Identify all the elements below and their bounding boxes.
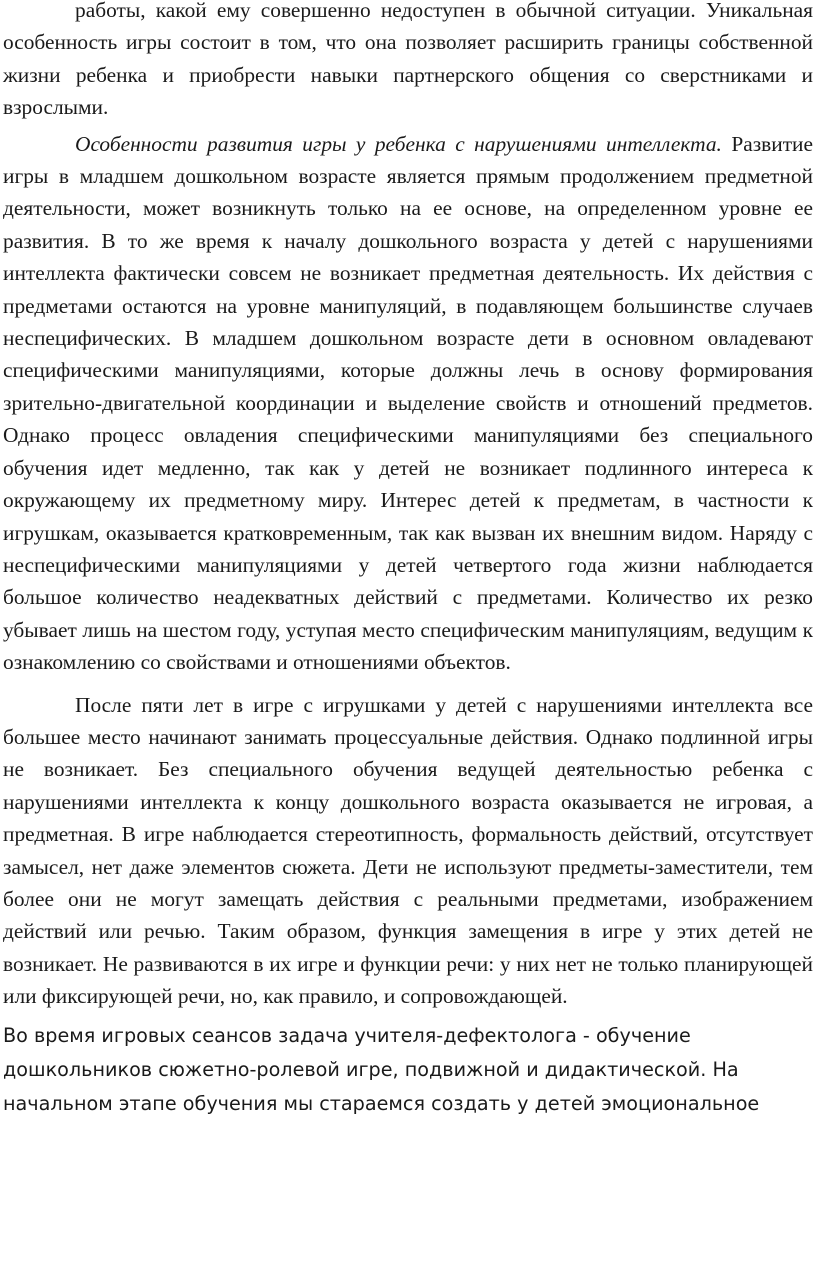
paragraph-4: Во время игровых сеансов задача учителя-дефектолога - обучение дошкольников сюжетно-ролевой игре, подвижной и дидактической. На начальном этапе обучения мы стараемся создать у детей эмоциональное	[3, 1023, 760, 1115]
section-heading: Особенности развития игры у ребенка с нарушениями интеллекта.	[75, 131, 722, 156]
paragraph-3: После пяти лет в игре с игрушками у детей с нарушениями интеллекта все большее место начинают занимать процессуальные действия. Однако подлинной игры не возникает. Без специального обучения ведущей деятельностью ребенка с нарушениями интеллекта к концу дошкольного возраста оказывается не игровая, а предметная. В игре наблюдается стереотипность, формальность действий, отсутствует замысел, нет даже элементов сюжета. Дети не используют предметы-заместители, тем более они не могут замещать действия с реальными предметами, изображением действий или речью. Таким образом, функция замещения в игре у этих детей не возникает. Не развиваются в их игре и функции речи: у них нет не только планирующей или фиксирующей речи, но, как правило, и сопровождающей.	[3, 692, 813, 1009]
paragraph-2-body: Развитие игры в младшем дошкольном возрасте является прямым продолжением предметной деятельности, может возникнуть только на ее основе, на определенном уровне ее развития. В то же время к началу дошкольного возраста у детей с нарушениями интеллекта фактически совсем не возникает предметная деятельность. Их действия с предметами остаются на уровне манипуляций, в подавляющем большинстве случаев неспецифических. В младшем дошкольном возрасте дети в основном овладевают специфическими манипуляциями, которые должны лечь в основу формирования зрительно-двигательной координации и выделение свойств и отношений предметов. Однако процесс овладения специфическими манипуляциями без специального обучения идет медленно, так как у детей не возникает подлинного интереса к окружающему их предметному миру. Интерес детей к предметам, в частности к игрушкам, оказывается кратковременным, так как вызван их внешним видом. Наряду с неспецифическими манипуляциями у детей четвертого года жизни наблюдается большое количество неадекватных действий с предметами. Количество их резко убывает лишь на шестом году, уступая место специфическим манипуляциям, ведущим к ознакомлению со свойствами и отношениями объектов.	[3, 131, 813, 675]
paragraph-2	[3, 128, 813, 679]
paragraph-1: работы, какой ему совершенно недоступен в обычной ситуации. Уникальная особенность игры состоит в том, что она позволяет расширить границы собственной жизни ребенка и приобрести навыки партнерского общения со сверстниками и взрослыми.	[3, 0, 813, 120]
